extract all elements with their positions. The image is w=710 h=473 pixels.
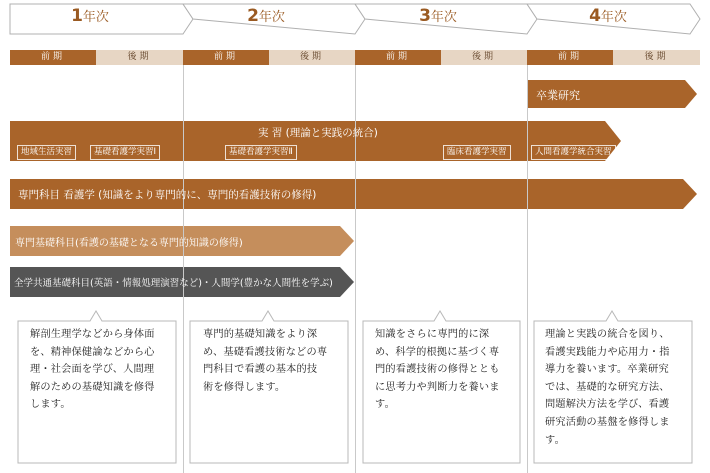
term-4-second: 後期	[613, 50, 700, 65]
year-divider-3	[527, 65, 528, 473]
callout-year-2-text: 専門的基礎知識をより深 め、基礎看護技術などの専 門科目で看護の基本的技 術を修得します。	[203, 329, 328, 393]
practicum-item-integrated: 人間看護学統合実習	[531, 145, 616, 160]
graduation-research-label: 卒業研究	[536, 89, 580, 102]
practicum-item-basic-1: 基礎看護学実習Ⅰ	[90, 145, 160, 160]
term-2-second: 後期	[269, 50, 355, 65]
practicum-item-basic-2: 基礎看護学実習Ⅱ	[225, 145, 297, 160]
year-2-label: 2年次	[247, 6, 285, 26]
callout-year-1-text: 解剖生理学などから身体面 を、精神保健論などから心 理・社会面を学び、人間理 解のための基礎知識を修得 します。	[30, 329, 155, 411]
year-divider-1	[183, 65, 184, 473]
year-3-label: 3年次	[419, 6, 457, 26]
term-3-first: 前期	[355, 50, 441, 65]
practicum-item-clinical: 臨床看護学実習	[443, 145, 511, 160]
callout-year-3-text: 知識をさらに専門的に深 め、科学的根拠に基づく専 門的看護技術の修得ととも に思考力や判断力を養いま す。	[375, 329, 500, 411]
term-1-second: 後期	[96, 50, 183, 65]
term-1-first: 前期	[10, 50, 96, 65]
general-education-label: 全学共通基礎科目(英語・情報処理演習など)・人間学(豊かな人間性を学ぶ)	[14, 278, 333, 289]
specialized-basic-label: 専門基礎科目(看護の基礎となる専門的知識の修得)	[15, 238, 243, 249]
term-4-first: 前期	[527, 50, 613, 65]
term-3-second: 後期	[441, 50, 527, 65]
year-4-label: 4年次	[589, 6, 627, 26]
term-2-first: 前期	[183, 50, 269, 65]
callout-year-4-text: 理論と実践の統合を図り、 看護実践能力や応用力・指 導力を養います。卒業研究 では、基礎的な研究方法、 問題解決方法を学び、看護 研究活動の基盤を修得しま す。	[545, 329, 670, 446]
practicum-label: 実 習 (理論と実践の統合)	[258, 127, 378, 139]
year-1-label: 1年次	[71, 6, 109, 26]
practicum-item-community: 地域生活実習	[17, 145, 76, 160]
specialized-subjects-label: 専門科目 看護学 (知識をより専門的に、専門的看護技術の修得)	[18, 189, 317, 201]
